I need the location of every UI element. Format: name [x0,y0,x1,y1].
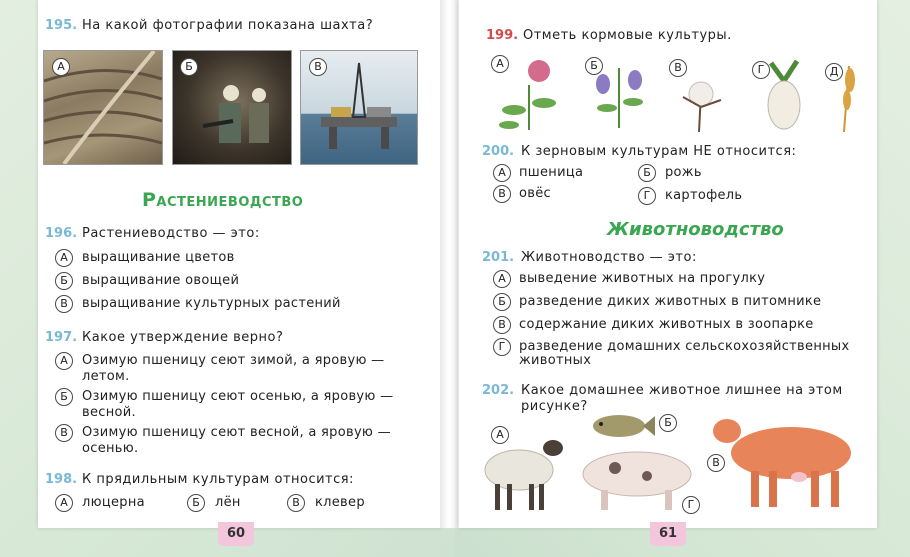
q202-option-g-circle[interactable]: Г [682,496,700,514]
q201-option-a-circle[interactable]: А [493,270,511,288]
q200-option-g-circle[interactable]: Г [638,187,656,205]
question-202-line1: Какое домашнее животное лишнее на этом [521,383,843,398]
clover-illustration[interactable] [489,55,569,135]
left-page [38,0,441,528]
fish-illustration[interactable] [587,410,657,442]
question-198-text: К прядильным культурам относится: [82,472,354,487]
question-200-number: 200. [482,144,515,159]
q198-option-v-circle[interactable]: В [287,494,305,512]
wheat-illustration[interactable] [834,60,864,135]
q200-option-b-text: рожь [665,165,702,180]
q202-option-a-circle[interactable]: А [491,426,509,444]
question-202-line2: рисунке? [521,399,588,414]
page-number-left: 60 [218,522,254,546]
q197-option-b-circle[interactable]: Б [55,388,73,406]
question-196-number: 196. [45,226,78,241]
q198-option-b-circle[interactable]: Б [187,494,205,512]
question-198-number: 198. [45,472,78,487]
q198-option-a-circle[interactable]: А [55,494,73,512]
question-197-text: Какое утверждение верно? [82,330,284,345]
q199-option-d-circle[interactable]: Д [825,63,843,81]
question-200-text: К зерновым культурам НЕ относится: [521,144,797,159]
question-195-text: На какой фотографии показана шахта? [82,18,374,33]
q201-option-b-circle[interactable]: Б [493,293,511,311]
turnip-illustration[interactable] [759,55,809,135]
q201-option-g-circle[interactable]: Г [493,338,511,356]
q199-option-b-circle[interactable]: Б [585,57,603,75]
q199-option-a-circle[interactable]: А [491,55,509,73]
q196-option-v-circle[interactable]: В [55,295,73,313]
q200-option-b-circle[interactable]: Б [638,164,656,182]
q196-option-a-circle[interactable]: А [55,249,73,267]
q200-option-a-text: пшеница [519,165,584,180]
q199-option-g-circle[interactable]: Г [752,61,770,79]
q197-option-v-line1: Озимую пшеницу сеют весной, а яровую — [82,425,391,440]
question-201-number: 201. [482,250,515,265]
q198-option-a-text: люцерна [82,495,145,510]
question-199-number: 199. [486,28,519,43]
q196-option-b-circle[interactable]: Б [55,272,73,290]
q200-option-v-text: овёс [519,186,551,201]
q197-option-a-line2: летом. [82,369,130,384]
q196-option-b-text: выращивание овощей [82,273,240,288]
section-title-crop-farming: Растениеводство [142,189,304,211]
q196-option-v-text: выращивание культурных растений [82,296,341,311]
q201-option-a-text: выведение животных на прогулку [519,271,766,286]
q201-option-v-text: содержание диких животных в зоопарке [519,317,814,332]
q202-option-b-circle[interactable]: Б [659,414,677,432]
question-202-number: 202. [482,383,515,398]
page-number-right: 61 [650,522,686,546]
q197-option-v-line2: осенью. [82,441,139,456]
q201-option-g-line1: разведение домашних сельскохозяйственных [519,339,850,354]
q200-option-v-circle[interactable]: В [493,185,511,203]
q199-option-v-circle[interactable]: В [669,59,687,77]
right-page [458,0,877,528]
section-title-animal-husbandry: Животноводство [607,219,784,240]
q200-option-g-text: картофель [665,188,743,203]
q201-option-g-line2: животных [519,353,592,368]
question-197-number: 197. [45,330,78,345]
question-195-number: 195. [45,18,78,33]
question-199-text: Отметь кормовые культуры. [523,28,732,43]
question-196-text: Растениеводство — это: [82,226,260,241]
question-201-text: Животноводство — это: [521,250,697,265]
q197-option-b-line1: Озимую пшеницу сеют осенью, а яровую — [82,389,394,404]
photo-v-label: В [309,58,327,76]
q201-option-v-circle[interactable]: В [493,316,511,334]
photo-a-label: А [52,58,70,76]
q198-option-b-text: лён [215,495,241,510]
q196-option-a-text: выращивание цветов [82,250,235,265]
book-spine [440,0,458,528]
q197-option-a-line1: Озимую пшеницу сеют зимой, а яровую — [82,353,385,368]
photo-b-label: Б [180,58,198,76]
q200-option-a-circle[interactable]: А [493,164,511,182]
q198-option-v-text: клевер [315,495,365,510]
q202-option-v-circle[interactable]: В [707,454,725,472]
q201-option-b-text: разведение диких животных в питомнике [519,294,822,309]
q197-option-v-circle[interactable]: В [55,424,73,442]
q197-option-b-line2: весной. [82,405,136,420]
q197-option-a-circle[interactable]: А [55,352,73,370]
cotton-illustration[interactable] [671,62,731,134]
alfalfa-illustration[interactable] [589,58,659,133]
